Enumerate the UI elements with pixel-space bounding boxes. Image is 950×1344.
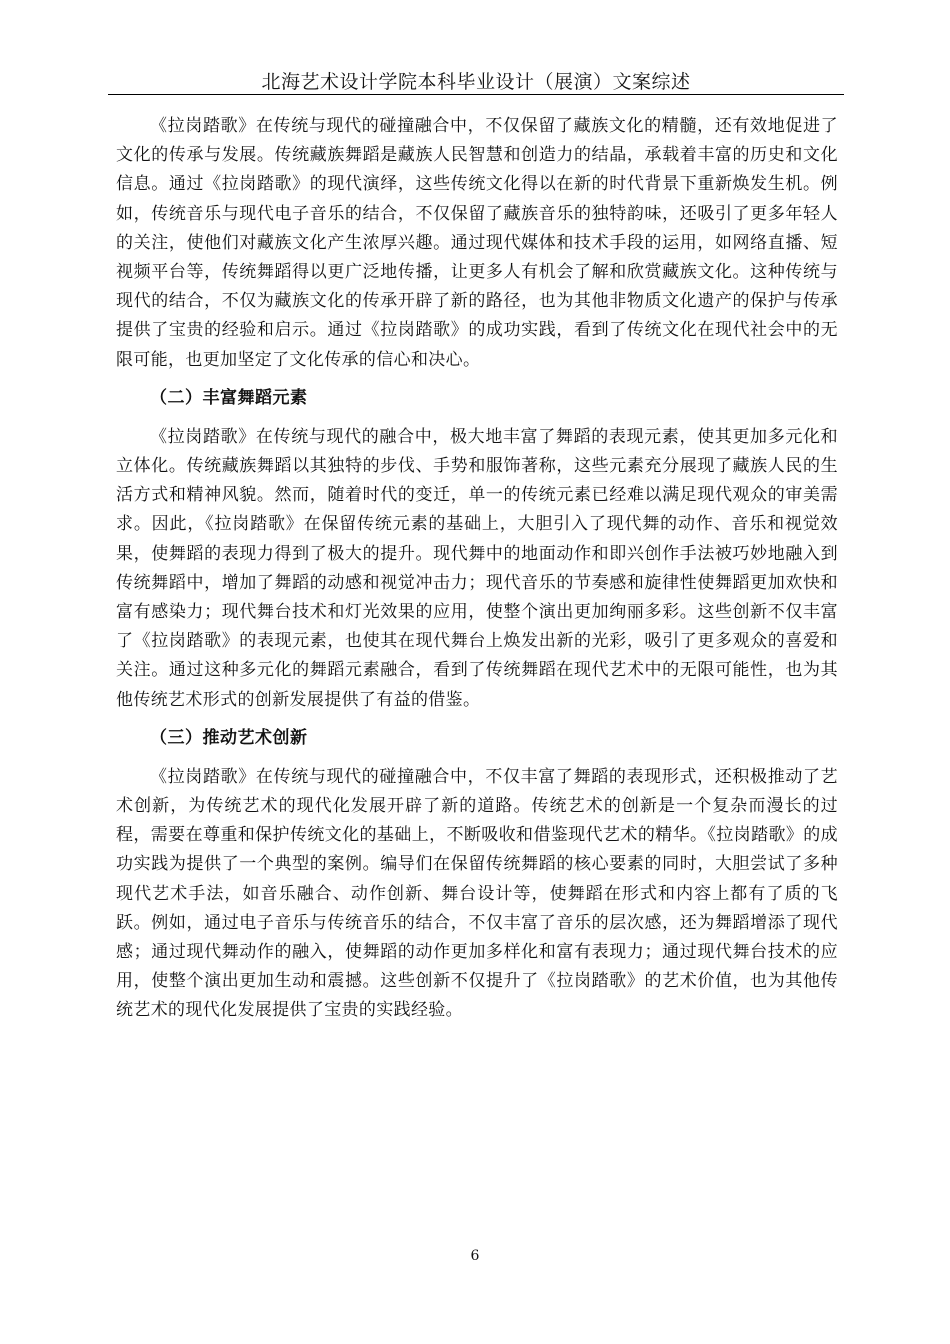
paragraph-culture-heritage: 《拉岗踏歌》在传统与现代的碰撞融合中，不仅保留了藏族文化的精髓，还有效地促进了文化的传承与发展。传统藏族舞蹈是藏族人民智慧和创造力的结晶，承载着丰富的历史和文化信息。通过《拉岗踏歌》的现代演绎，这些传统文化得以在新的时代背景下重新焕发生机。例如，传统音乐与现代电子音乐的结合，不仅保留了藏族音乐的独特韵味，还吸引了更多年轻人的关注，使他们对藏族文化产生浓厚兴趣。通过现代媒体和技术手段的运用，如网络直播、短视频平台等，传统舞蹈得以更广泛地传播，让更多人有机会了解和欣赏藏族文化。这种传统与现代的结合，不仅为藏族文化的传承开辟了新的路径，也为其他非物质文化遗产的保护与传承提供了宝贵的经验和启示。通过《拉岗踏歌》的成功实践，看到了传统文化在现代社会中的无限可能，也更加坚定了文化传承的信心和决心。 (116, 116, 838, 370)
page-header (108, 50, 844, 95)
section-heading-art-innovation: （三）推动艺术创新 (150, 727, 308, 748)
section-heading-dance-elements: （二）丰富舞蹈元素 (150, 387, 308, 408)
document-body (116, 112, 838, 1026)
paragraph-dance-elements: 《拉岗踏歌》在传统与现代的融合中，极大地丰富了舞蹈的表现元素，使其更加多元化和立体化。传统藏族舞蹈以其独特的步伐、手势和服饰著称，这些元素充分展现了藏族人民的生活方式和精神风貌。然而，随着时代的变迁，单一的传统元素已经难以满足现代观众的审美需求。因此，《拉岗踏歌》在保留传统元素的基础上，大胆引入了现代舞的动作、音乐和视觉效果，使舞蹈的表现力得到了极大的提升。现代舞中的地面动作和即兴创作手法被巧妙地融入到传统舞蹈中，增加了舞蹈的动感和视觉冲击力；现代音乐的节奏感和旋律性使舞蹈更加欢快和富有感染力；现代舞台技术和灯光效果的应用，使整个演出更加绚丽多彩。这些创新不仅丰富了《拉岗踏歌》的表现元素，也使其在现代舞台上焕发出新的光彩，吸引了更多观众的喜爱和关注。通过这种多元化的舞蹈元素融合，看到了传统舞蹈在现代艺术中的无限可能性，也为其他传统艺术形式的创新发展提供了有益的借鉴。 (116, 426, 838, 710)
paragraph-art-innovation: 《拉岗踏歌》在传统与现代的碰撞融合中，不仅丰富了舞蹈的表现形式，还积极推动了艺术创新，为传统艺术的现代化发展开辟了新的道路。传统艺术的创新是一个复杂而漫长的过程，需要在尊重和保护传统文化的基础上，不断吸收和借鉴现代艺术的精华。《拉岗踏歌》的成功实践为提供了一个典型的案例。编导们在保留传统舞蹈的核心要素的同时，大胆尝试了多种现代艺术手法，如音乐融合、动作创新、舞台设计等，使舞蹈在形式和内容上都有了质的飞跃。例如，通过电子音乐与传统音乐的结合，不仅丰富了音乐的层次感，还为舞蹈增添了现代感；通过现代舞动作的融入，使舞蹈的动作更加多样化和富有表现力；通过现代舞台技术的应用，使整个演出更加生动和震撼。这些创新不仅提升了《拉岗踏歌》的艺术价值，也为其他传统艺术的现代化发展提供了宝贵的实践经验。 (116, 766, 838, 1021)
page-number: 6 (470, 1248, 480, 1264)
page-header-title: 北海艺术设计学院本科毕业设计（展演）文案综述 (261, 71, 691, 93)
